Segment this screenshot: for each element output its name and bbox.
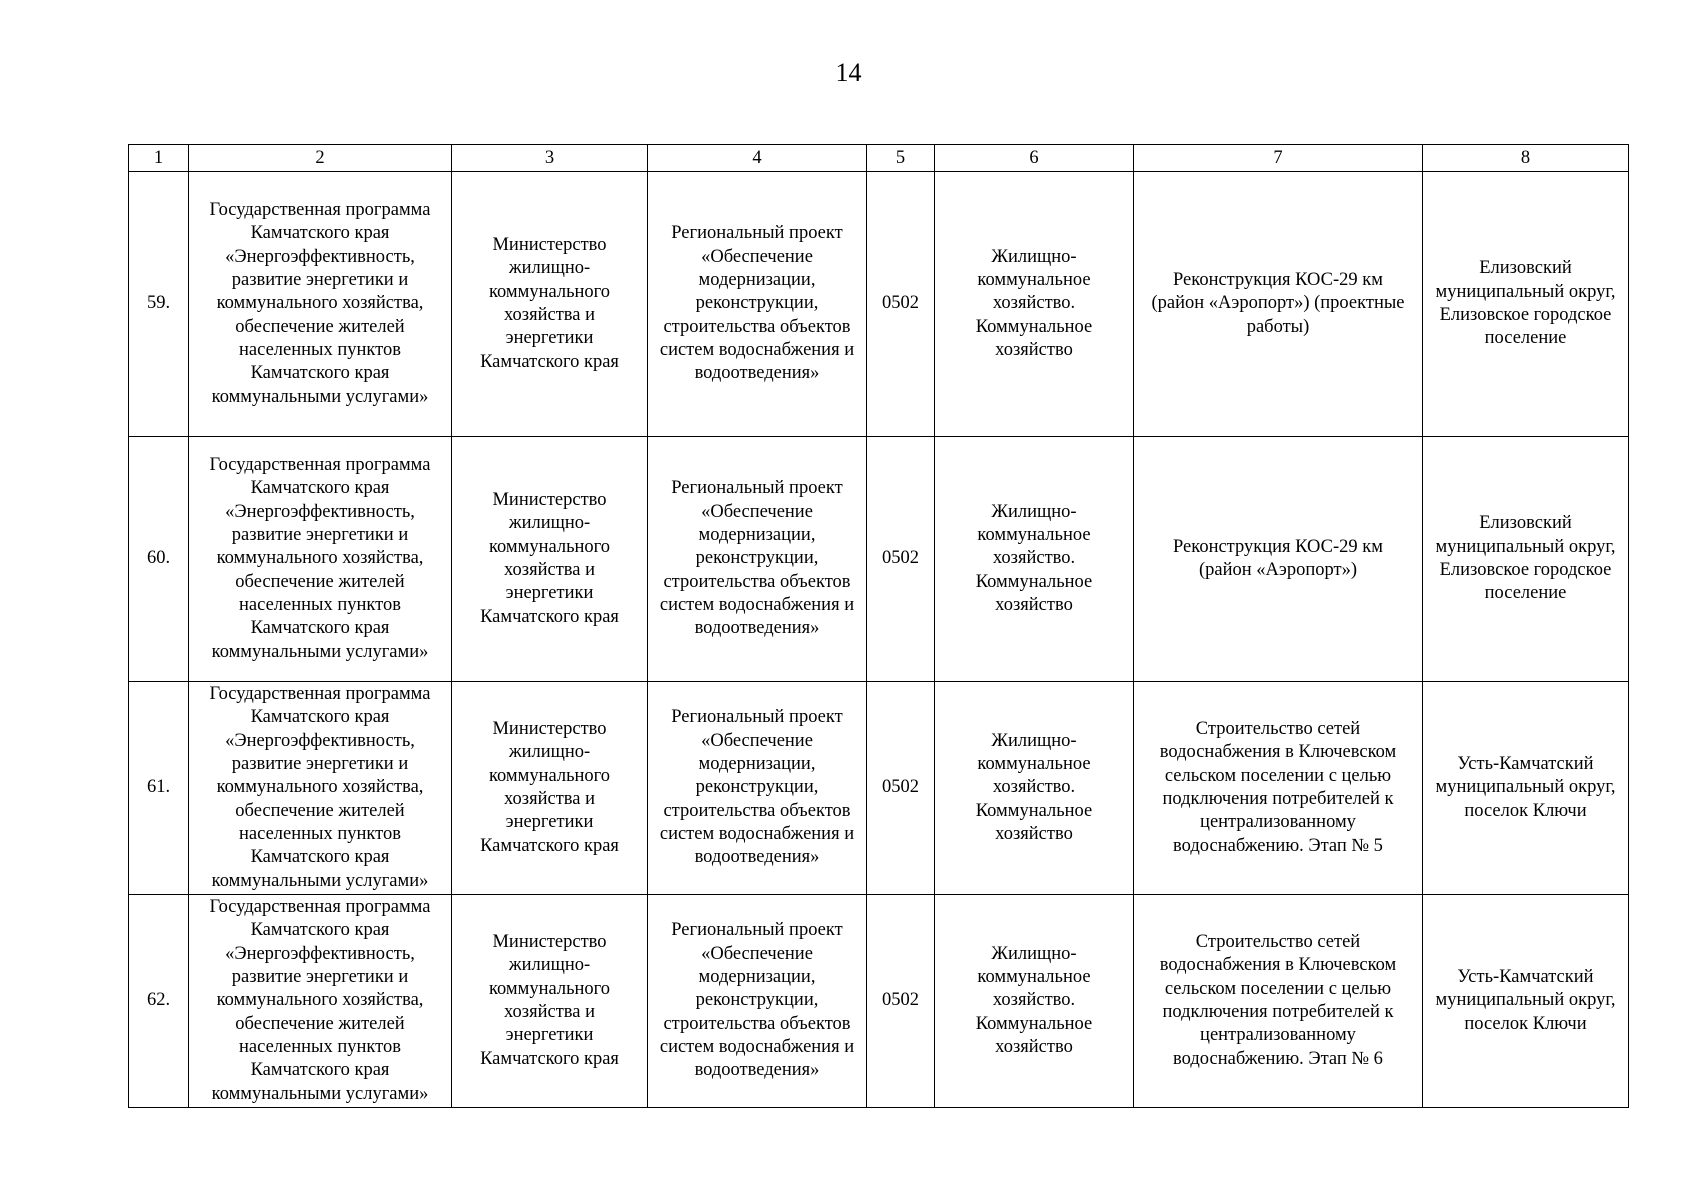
table-row xyxy=(129,895,1629,1108)
ministry-cell: Министерство жилищно- коммунального хозяйства и энергетики Камчатского края xyxy=(452,895,648,1108)
code-cell: 0502 xyxy=(867,682,935,895)
table-row xyxy=(129,437,1629,682)
program-cell: Государственная программа Камчатского края «Энергоэффективность, развитие энергетики и коммунального хозяйства, обеспечение жителей населенных пунктов Камчатского края коммунальными услугами» xyxy=(189,895,452,1108)
column-header: 6 xyxy=(935,145,1134,172)
program-cell: Государственная программа Камчатского края «Энергоэффективность, развитие энергетики и коммунального хозяйства, обеспечение жителей населенных пунктов Камчатского края коммунальными услугами» xyxy=(189,682,452,895)
column-header: 8 xyxy=(1423,145,1629,172)
object-cell: Строительство сетей водоснабжения в Ключевском сельском поселении с целью подключения потребителей к централизованному водоснабжению. Этап № 6 xyxy=(1134,895,1423,1108)
column-header: 4 xyxy=(648,145,867,172)
row-number-cell: 60. xyxy=(129,437,189,682)
page-number: 14 xyxy=(835,58,862,87)
column-header: 5 xyxy=(867,145,935,172)
code-cell: 0502 xyxy=(867,172,935,437)
row-number-cell: 61. xyxy=(129,682,189,895)
ministry-cell: Министерство жилищно- коммунального хозяйства и энергетики Камчатского края xyxy=(452,682,648,895)
location-cell: Усть-Камчатский муниципальный округ, поселок Ключи xyxy=(1423,682,1629,895)
row-number-cell: 62. xyxy=(129,895,189,1108)
table-header-row xyxy=(129,145,1629,172)
object-cell: Реконструкция КОС-29 км (район «Аэропорт») xyxy=(1134,437,1423,682)
object-cell: Строительство сетей водоснабжения в Ключевском сельском поселении с целью подключения потребителей к централизованному водоснабжению. Этап № 5 xyxy=(1134,682,1423,895)
project-cell: Региональный проект «Обеспечение модернизации, реконструкции, строительства объектов систем водоснабжения и водоотведения» xyxy=(648,682,867,895)
row-number-cell: 59. xyxy=(129,172,189,437)
column-header: 3 xyxy=(452,145,648,172)
column-header: 2 xyxy=(189,145,452,172)
ministry-cell: Министерство жилищно- коммунального хозяйства и энергетики Камчатского края xyxy=(452,437,648,682)
program-cell: Государственная программа Камчатского края «Энергоэффективность, развитие энергетики и коммунального хозяйства, обеспечение жителей населенных пунктов Камчатского края коммунальными услугами» xyxy=(189,437,452,682)
location-cell: Елизовский муниципальный округ, Елизовское городское поселение xyxy=(1423,437,1629,682)
location-cell: Усть-Камчатский муниципальный округ, поселок Ключи xyxy=(1423,895,1629,1108)
code-cell: 0502 xyxy=(867,895,935,1108)
section-cell: Жилищно- коммунальное хозяйство. Коммунальное хозяйство xyxy=(935,895,1134,1108)
project-cell: Региональный проект «Обеспечение модернизации, реконструкции, строительства объектов систем водоснабжения и водоотведения» xyxy=(648,437,867,682)
code-cell: 0502 xyxy=(867,437,935,682)
column-header: 7 xyxy=(1134,145,1423,172)
objects-table xyxy=(128,144,1629,1108)
project-cell: Региональный проект «Обеспечение модернизации, реконструкции, строительства объектов систем водоснабжения и водоотведения» xyxy=(648,172,867,437)
table-row xyxy=(129,682,1629,895)
table-row xyxy=(129,172,1629,437)
ministry-cell: Министерство жилищно- коммунального хозяйства и энергетики Камчатского края xyxy=(452,172,648,437)
location-cell: Елизовский муниципальный округ, Елизовское городское поселение xyxy=(1423,172,1629,437)
section-cell: Жилищно- коммунальное хозяйство. Коммунальное хозяйство xyxy=(935,682,1134,895)
section-cell: Жилищно- коммунальное хозяйство. Коммунальное хозяйство xyxy=(935,172,1134,437)
column-header: 1 xyxy=(129,145,189,172)
object-cell: Реконструкция КОС-29 км (район «Аэропорт») (проектные работы) xyxy=(1134,172,1423,437)
program-cell: Государственная программа Камчатского края «Энергоэффективность, развитие энергетики и коммунального хозяйства, обеспечение жителей населенных пунктов Камчатского края коммунальными услугами» xyxy=(189,172,452,437)
section-cell: Жилищно- коммунальное хозяйство. Коммунальное хозяйство xyxy=(935,437,1134,682)
project-cell: Региональный проект «Обеспечение модернизации, реконструкции, строительства объектов систем водоснабжения и водоотведения» xyxy=(648,895,867,1108)
